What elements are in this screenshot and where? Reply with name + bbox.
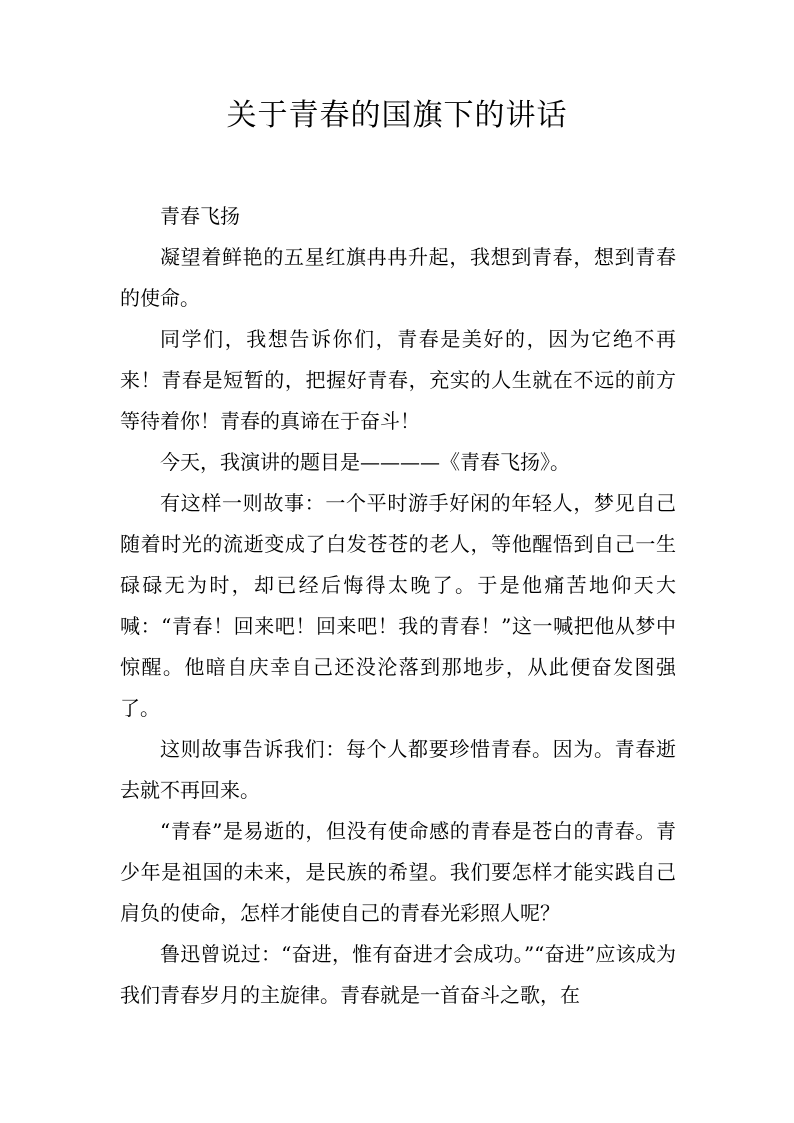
- paragraph: “青春”是易逝的，但没有使命感的青春是苍白的青春。青少年是祖国的未来，是民族的希望。我们要怎样才能实践自己肩负的使命，怎样才能使自己的青春光彩照人呢？: [120, 819, 676, 925]
- paragraph: 有这样一则故事：一个平时游手好闲的年轻人，梦见自己随着时光的流逝变成了白发苍苍的老人，等他醒悟到自己一生碌碌无为时，却已经后悔得太晚了。于是他痛苦地仰天大喊：“青春！回来吧！回来吧！我的青春！”这一喊把他从梦中惊醒。他暗自庆幸自己还没沦落到那地步，从此便奋发图强了。: [120, 491, 676, 720]
- paragraph-subtitle: 青春飞扬: [160, 204, 240, 228]
- paragraph: 这则故事告诉我们：每个人都要珍惜青春。因为。青春逝去就不再回来。: [120, 737, 676, 802]
- paragraph: 今天，我演讲的题目是————《青春飞扬》。: [160, 450, 570, 474]
- document-body: [120, 196, 676, 1016]
- paragraph: 凝望着鲜艳的五星红旗冉冉升起，我想到青春，想到青春的使命。: [120, 245, 676, 310]
- document-title: 关于青春的国旗下的讲话: [226, 98, 568, 133]
- paragraph: 同学们，我想告诉你们，青春是美好的，因为它绝不再来！青春是短暂的，把握好青春，充实的人生就在不远的前方等待着你！青春的真谛在于奋斗！: [120, 327, 676, 433]
- paragraph: 鲁迅曾说过：“奋进，惟有奋进才会成功。”“奋进”应该成为我们青春岁月的主旋律。青春就是一首奋斗之歌，在: [120, 942, 676, 1007]
